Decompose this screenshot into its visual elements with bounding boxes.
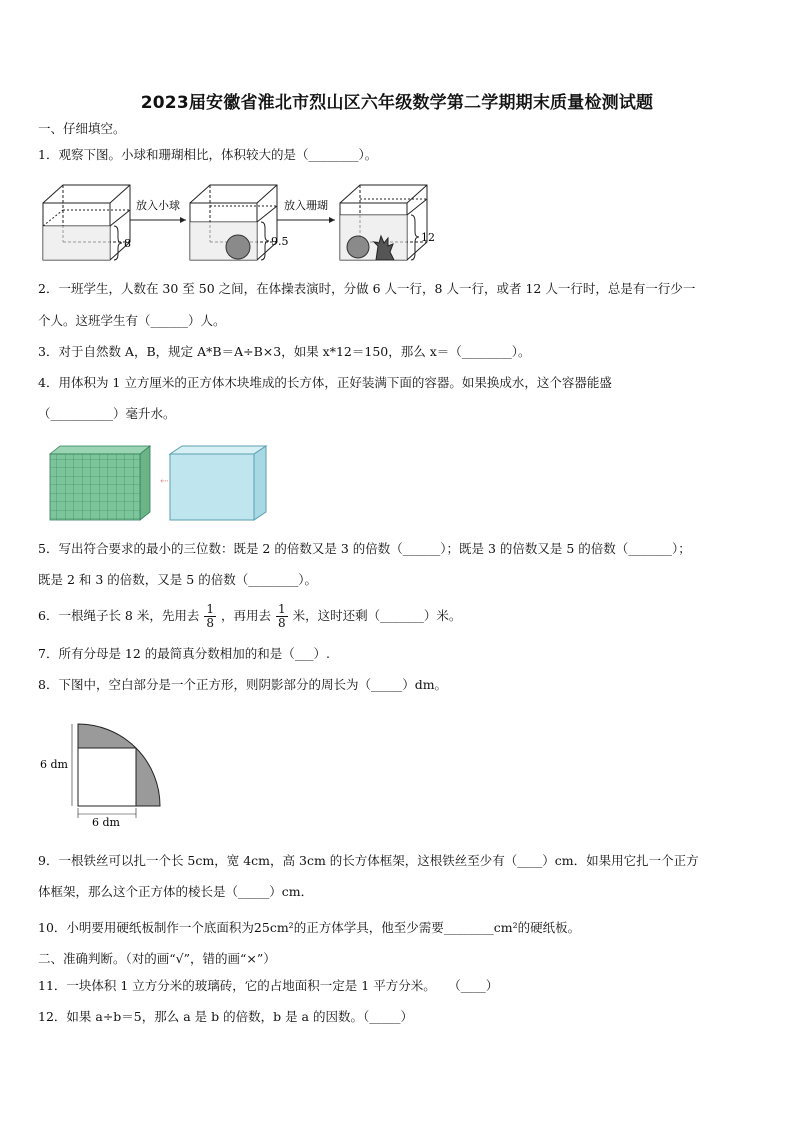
question-10	[38, 919, 763, 937]
question-5-line-1: 5．写出符合要求的最小的三位数：既是 2 的倍数又是 3 的倍数（______）；既是 3 的倍数又是 5 的倍数（_______）；	[38, 541, 691, 556]
blank-square	[78, 748, 136, 806]
question-7: 7．所有分母是 12 的最简真分数相加的和是（___）.	[38, 646, 331, 661]
question-6	[38, 601, 763, 631]
question-6-prefix: 6．一根绳子长 8 米，先用去	[38, 608, 200, 623]
fraction-one-eighth-1	[204, 603, 216, 630]
arrow-icon: ⇠	[160, 476, 169, 487]
fraction-2-numerator: 1	[277, 602, 286, 616]
question-9-line-2: 体框架，那么这个正方体的棱长是（_____）cm．	[38, 884, 314, 899]
fraction-one-eighth-2	[276, 603, 288, 630]
bottom-label: 6 dm	[92, 816, 120, 829]
height-label-3: 12	[421, 231, 435, 244]
question-11: 11．一块体积 1 立方分米的玻璃砖，它的占地面积一定是 1 平方分米。 （____）	[38, 978, 499, 993]
side-label: 6 dm	[40, 758, 68, 771]
arrow-label-ball: 放入小球	[136, 199, 180, 212]
question-12: 12．如果 a÷b＝5，那么 a 是 b 的倍数，b 是 a 的因数。（_____）	[38, 1009, 413, 1024]
question-4-line-1: 4．用体积为 1 立方厘米的正方体木块堆成的长方体，正好装满下面的容器。如果换成水，这个容器能盛	[38, 375, 612, 390]
fraction-1-numerator: 1	[206, 602, 214, 616]
q4-cube-container-figure	[48, 442, 278, 524]
fraction-1-denominator: 8	[206, 616, 214, 630]
question-6-middle: ，再用去	[220, 608, 271, 623]
question-6-suffix: 米，这时还剩（_______）米。	[292, 608, 462, 623]
empty-container	[170, 446, 266, 520]
fraction-2-denominator: 8	[277, 616, 286, 630]
question-10-unit: cm²	[493, 920, 518, 935]
question-8: 8．下图中，空白部分是一个正方形，则阴影部分的周长为（_____）dm。	[38, 677, 448, 692]
question-1: 1．观察下图。小球和珊瑚相比，体积较大的是（________）。	[38, 147, 378, 162]
height-label-1: 8	[124, 237, 131, 250]
height-label-2: 9.5	[271, 235, 289, 248]
question-4-line-2: （__________）毫升水。	[38, 406, 176, 421]
arrow-label-coral: 放入珊瑚	[284, 199, 328, 212]
section-heading-fill-in: 一、仔细填空。	[38, 121, 126, 136]
question-9-line-1: 9．一根铁丝可以扎一个长 5cm，宽 4cm，高 3cm 的长方体框架，这根铁丝至少有（____）cm．如果用它扎一个正方	[38, 853, 699, 868]
question-10-middle: 的正方体学具，他至少需要________	[293, 920, 494, 935]
ball-icon	[226, 235, 250, 259]
q8-quarter-circle-figure	[38, 718, 168, 830]
question-10-area: 25cm²	[253, 920, 294, 935]
question-10-prefix: 10．小明要用硬纸板制作一个底面积为	[38, 920, 254, 935]
page-title: 2023届安徽省淮北市烈山区六年级数学第二学期期末质量检测试题	[140, 93, 654, 113]
question-10-suffix: 的硬纸板。	[517, 920, 581, 935]
block-cuboid	[50, 446, 150, 520]
question-3: 3．对于自然数 A，B，规定 A*B＝A÷B×3，如果 x*12＝150，那么 x＝（________）。	[38, 344, 531, 359]
question-2-line-1: 2．一班学生，人数在 30 至 50 之间，在体操表演时，分做 6 人一行，8 人一行，或者 12 人一行时，总是有一行少一	[38, 281, 696, 296]
q1-water-container-figure	[38, 180, 438, 265]
question-2-line-2: 个人。这班学生有（______）人。	[38, 313, 226, 328]
question-5-line-2: 既是 2 和 3 的倍数，又是 5 的倍数（________）。	[38, 572, 317, 587]
section-heading-judgement: 二、准确判断。（对的画“√”，错的画“×”）	[38, 951, 276, 966]
